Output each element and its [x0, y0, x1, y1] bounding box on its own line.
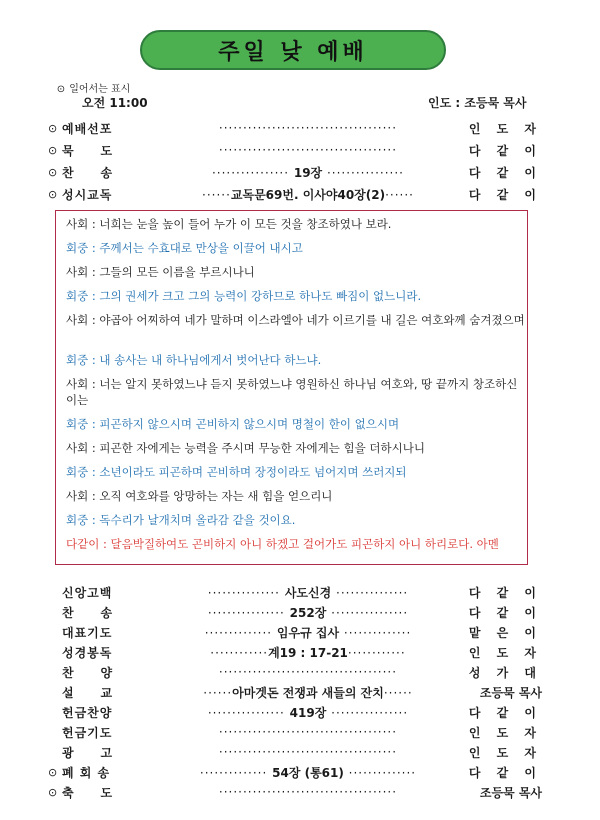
order-item-detail: ·····································	[218, 745, 398, 759]
order-item-detail: ················ 252장 ················	[207, 605, 409, 620]
reading-line: 사회 : 오직 여호와를 앙망하는 자는 새 힘을 얻으리니	[66, 489, 333, 503]
title-banner	[140, 30, 446, 70]
reading-line: 회중 : 그의 권세가 크고 그의 능력이 강하므로 하나도 빠짐이 없느니라.	[66, 289, 422, 303]
order-item-name: 성경봉독	[62, 645, 113, 660]
order-item-detail: ·············· 임우규 집사 ··············	[204, 625, 412, 640]
order-item-name: 헌금찬양	[62, 705, 113, 720]
standing-mark-icon: ⊙	[56, 84, 66, 95]
order-item-detail: ·····································	[218, 785, 398, 799]
standing-mark-icon: ⊙	[48, 143, 58, 157]
reading-line: 사회 : 너희는 눈을 높이 들어 누가 이 모든 것을 창조하였나 보라.	[66, 217, 392, 231]
reading-line: 회중 : 독수리가 날개치며 올라감 같을 것이요.	[66, 513, 296, 527]
standing-mark-icon: ⊙	[48, 165, 58, 179]
order-item-detail: ·····································	[218, 143, 398, 157]
order-row	[48, 622, 542, 642]
order-item-detail: ·············· 54장 (통61) ··············	[199, 765, 417, 780]
reading-line: 사회 : 야곱아 어찌하여 네가 말하며 이스라엘아 네가 이르기를 내 길은 여호와께 숨겨졌으며	[66, 313, 525, 327]
order-item-performer: 다 같 이	[468, 585, 542, 600]
confession-title: 사도신경	[284, 585, 332, 600]
order-row	[48, 582, 542, 602]
order-item-performer: 조등묵 목사	[479, 785, 542, 800]
service-time: 오전 11:00	[82, 96, 148, 110]
reading-line: 회중 : 주께서는 수효대로 만상을 이끌어 내시고	[66, 241, 303, 255]
order-item-detail: ············계19 : 17-21············	[210, 645, 406, 660]
order-item-detail: ······아마겟돈 전쟁과 새들의 잔치······	[203, 685, 413, 700]
order-item-performer: 다 같 이	[468, 187, 542, 202]
order-row	[48, 682, 542, 702]
order-item-name: 찬 양	[62, 665, 114, 680]
order-row	[48, 742, 542, 762]
order-item-performer: 조등묵 목사	[479, 685, 542, 700]
order-item-detail: ·····································	[218, 121, 398, 135]
order-item-performer: 다 같 이	[468, 705, 542, 720]
order-row	[48, 702, 542, 722]
order-item-performer: 맡 은 이	[468, 625, 542, 640]
scripture-reference: 계19 : 17-21	[268, 645, 348, 660]
reading-line: 회중 : 내 송사는 내 하나님에게서 벗어난다 하느냐.	[66, 353, 322, 367]
order-item-detail: ······교독문69번. 이사야40장(2)······	[202, 187, 414, 202]
reading-line: 사회 : 그들의 모든 이름을 부르시나니	[66, 265, 255, 279]
standing-mark-icon: ⊙	[48, 785, 58, 799]
order-row	[48, 118, 542, 138]
order-item-performer: 다 같 이	[468, 165, 542, 180]
hymn-number: 19장	[293, 165, 323, 180]
order-item-detail: ··············· 사도신경 ···············	[207, 585, 409, 600]
order-item-detail: ················ 419장 ················	[207, 705, 409, 720]
order-item-detail: ·····································	[218, 665, 398, 679]
order-row	[48, 162, 542, 182]
order-item-performer: 인 도 자	[468, 121, 542, 136]
order-item-name: 축 도	[62, 785, 114, 800]
order-item-name: 신앙고백	[62, 585, 113, 600]
standing-mark-icon: ⊙	[48, 121, 58, 135]
standing-note	[56, 80, 130, 95]
order-row	[48, 602, 542, 622]
order-item-name: 헌금기도	[62, 725, 113, 740]
reading-line: 사회 : 피곤한 자에게는 능력을 주시며 무능한 자에게는 힘을 더하시나니	[66, 441, 425, 455]
order-row	[48, 662, 542, 682]
order-row	[48, 782, 542, 802]
order-item-detail: ·····································	[218, 725, 398, 739]
order-row	[48, 140, 542, 160]
page-title: 주일 낮 예배	[218, 39, 368, 65]
reading-line: 사회 : 너는 알지 못하였느냐 듣지 못하였느냐 영원하신 하나님 여호와, 땅 끝까지 창조하신 이는	[66, 377, 518, 407]
order-item-performer: 다 같 이	[468, 605, 542, 620]
order-item-performer: 성 가 대	[468, 665, 542, 680]
order-item-detail: ················ 19장 ················	[211, 165, 404, 180]
order-item-performer: 인 도 자	[468, 725, 542, 740]
order-row	[48, 722, 542, 742]
order-row	[48, 762, 542, 782]
reading-line: 회중 : 피곤하지 않으시며 곤비하지 않으시며 명철이 한이 없으시며	[66, 417, 400, 431]
order-item-performer: 인 도 자	[468, 645, 542, 660]
order-item-performer: 다 같 이	[468, 765, 542, 780]
order-row	[48, 642, 542, 662]
order-item-name: 대표기도	[62, 625, 113, 640]
standing-mark-icon: ⊙	[48, 765, 58, 779]
order-item-name: 묵 도	[62, 143, 114, 158]
standing-mark-icon: ⊙	[48, 187, 58, 201]
prayer-leader: 임우규 집사	[276, 625, 340, 640]
hymn-number: 419장	[289, 705, 327, 720]
order-item-name: 찬 송	[62, 605, 114, 620]
sermon-title: 아마겟돈 전쟁과 새들의 잔치	[232, 685, 384, 700]
order-item-name: 예배선포	[62, 121, 113, 136]
hymn-number: 54장 (통61)	[272, 765, 344, 780]
order-row	[48, 184, 542, 204]
order-item-name: 설 교	[62, 685, 114, 700]
hymn-number: 252장	[289, 605, 327, 620]
order-item-performer: 다 같 이	[468, 143, 542, 158]
reading-line: 회중 : 소년이라도 피곤하며 곤비하며 장정이라도 넘어지며 쓰러지되	[66, 465, 407, 479]
order-item-name: 찬 송	[62, 165, 114, 180]
reading-line: 다같이 : 달음박질하여도 곤비하지 아니 하겠고 걸어가도 피곤하지 아니 하리로다. 아멘	[66, 537, 499, 551]
service-leader: 인도 : 조등묵 목사	[428, 96, 527, 110]
order-item-name: 폐 회 송	[62, 765, 111, 780]
order-item-name: 광 고	[62, 745, 114, 760]
order-item-name: 성시교독	[62, 187, 113, 202]
order-item-performer: 인 도 자	[468, 745, 542, 760]
standing-note-text: 일어서는 표시	[69, 84, 131, 95]
reading-reference: 교독문69번. 이사야40장(2)	[230, 187, 386, 202]
